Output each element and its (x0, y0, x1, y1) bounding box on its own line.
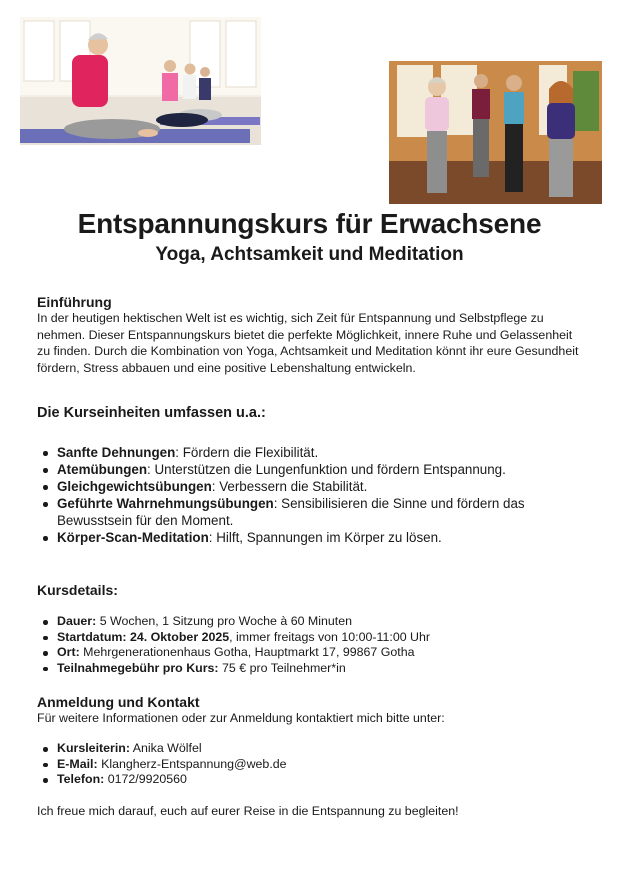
closing-section (37, 803, 582, 820)
details-list (37, 614, 582, 676)
contact-intro: Für weitere Informationen oder zur Anmeldung kontaktiert mich bitte unter: (37, 711, 445, 725)
detail-fee: Teilnahmegebühr pro Kurs: 75 € pro Teilnehmer*in (37, 661, 582, 677)
units-section (37, 405, 582, 421)
list-item: Gleichgewichtsübungen: Verbessern die Stabilität. (37, 478, 582, 495)
details-list-wrap (37, 614, 582, 676)
closing-text: Ich freue mich darauf, euch auf eurer Reise in die Entspannung zu begleiten! (37, 804, 459, 818)
list-item: Sanfte Dehnungen: Fördern die Flexibilität. (37, 444, 582, 461)
seated-meditation-photo (20, 17, 261, 145)
tree-pose-group-photo (389, 61, 602, 204)
detail-place: Ort: Mehrgenerationenhaus Gotha, Hauptmarkt 17, 99867 Gotha (37, 645, 582, 661)
contact-section (37, 694, 582, 727)
page-subtitle: Yoga, Achtsamkeit und Meditation (155, 244, 464, 265)
list-item: Geführte Wahrnehmungsübungen: Sensibilisieren die Sinne und fördern das Bewusstsein für den Moment. (37, 495, 582, 529)
units-list-wrap (37, 444, 582, 546)
contact-email: E-Mail: Klangherz-Entspannung@web.de (37, 757, 582, 773)
contact-leader: Kursleiterin: Anika Wölfel (37, 741, 582, 757)
contact-phone: Telefon: 0172/9920560 (37, 772, 582, 788)
units-heading: Die Kurseinheiten umfassen u.a.: (37, 405, 266, 421)
units-list (37, 444, 582, 546)
intro-text: In der heutigen hektischen Welt ist es wichtig, sich Zeit für Entspannung und Selbstpflege zu nehmen. Dieser Entspannungskurs bietet die perfekte Möglichkeit, innere Ruhe und Gelassenheit zu finden. Durch die Kombination von Yoga, Achtsamkeit und Meditation könnt ihr eure Gesundheit fördern, Stress abbauen und eine positive Lebenshaltung entwickeln. (37, 311, 579, 375)
detail-start: Startdatum: 24. Oktober 2025, immer freitags von 10:00-11:00 Uhr (37, 630, 582, 646)
intro-heading: Einführung (37, 294, 112, 310)
list-item: Atemübungen: Unterstützen die Lungenfunktion und fördern Entspannung. (37, 461, 582, 478)
page-title: Entspannungskurs für Erwachsene (77, 208, 542, 239)
details-section (37, 582, 582, 598)
list-item: Körper-Scan-Meditation: Hilft, Spannungen im Körper zu lösen. (37, 529, 582, 546)
intro-section (37, 294, 582, 376)
detail-duration: Dauer: 5 Wochen, 1 Sitzung pro Woche à 60 Minuten (37, 614, 582, 630)
contact-list-wrap (37, 741, 582, 788)
contact-heading: Anmeldung und Kontakt (37, 694, 200, 710)
contact-list (37, 741, 582, 788)
details-heading: Kursdetails: (37, 582, 118, 598)
